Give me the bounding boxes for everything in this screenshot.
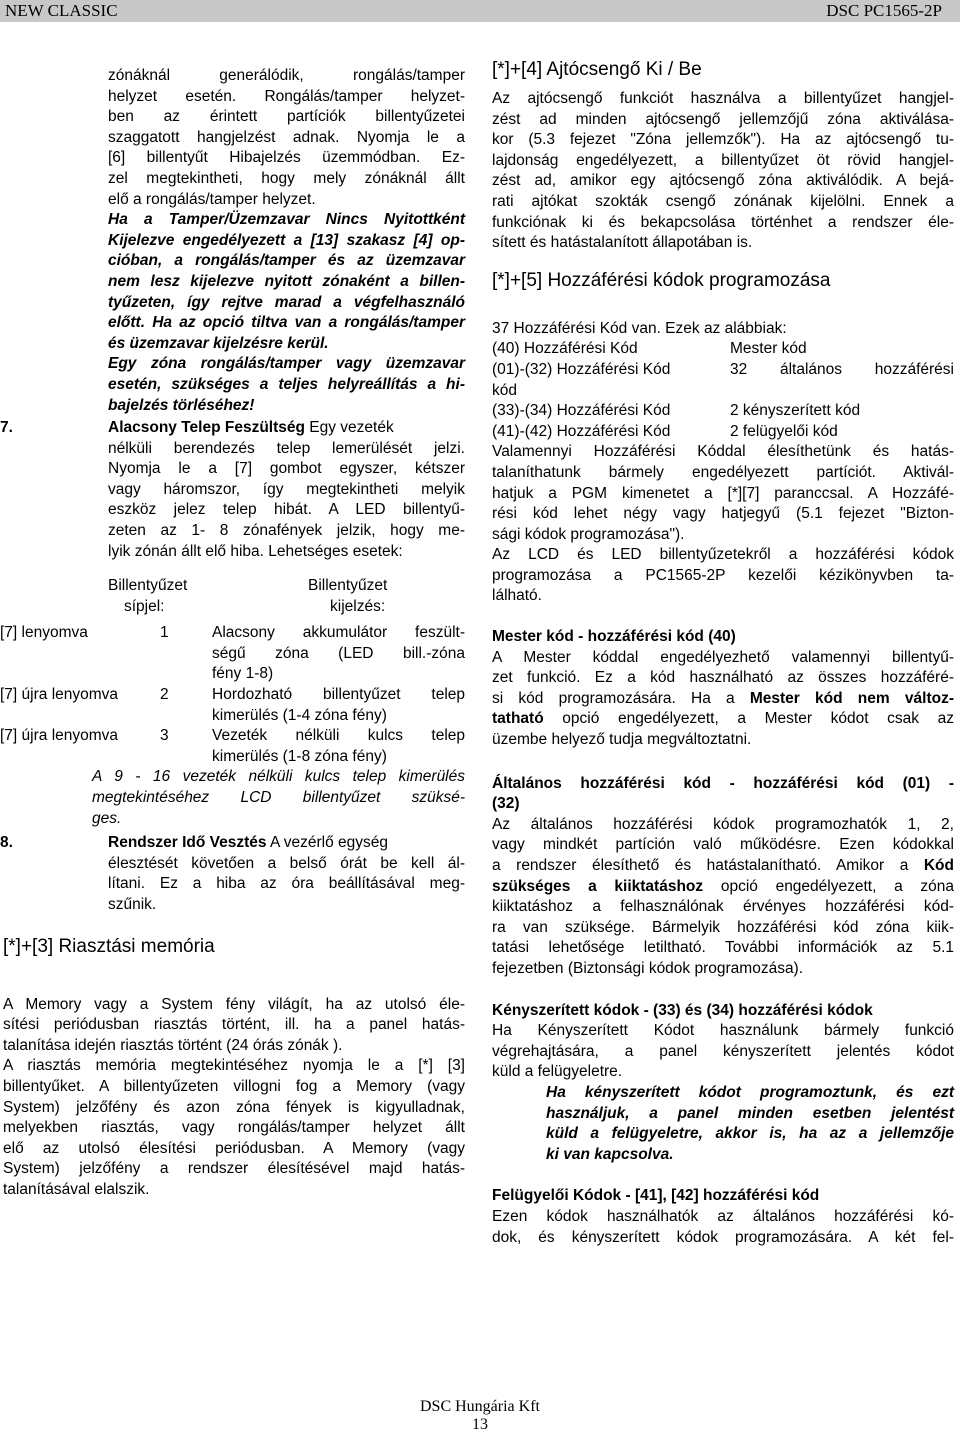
head-beep-2: sípjel: (124, 598, 165, 616)
intro-line: zel megtekintheti, hogy mely zónáknál állt (108, 169, 465, 187)
codes-body (492, 442, 954, 607)
note-line: és üzemzavar kijelzésre kerül. (108, 334, 329, 352)
row-beeps: 3 (160, 727, 169, 745)
chime-line: sített és hatástalanított állapotában is. (492, 234, 753, 252)
row-beeps: 2 (160, 686, 169, 704)
note-line: cióban, a rongálás/tamper és az üzemzavar (108, 252, 465, 270)
access-codes-heading: [*]+[5] Hozzáférési kódok programozása (492, 269, 831, 291)
intro-line: ben az érintett partíciók billentyűzetei (108, 108, 465, 126)
master-line (492, 709, 954, 730)
master-line: zet funkció. Ez a kód használható az összes hozzáféré- (492, 669, 954, 687)
note-line: tyűzeten, így rejtve marad a végfelhasználó (108, 293, 465, 311)
item-7-line: eszköz jelez telep hibát. A LED billentyű- (108, 501, 465, 519)
master-text: si kód programozására. Ha a (492, 689, 750, 707)
page-number: 13 (472, 1416, 488, 1433)
master-line: üzembe helyező tudja megváltoztatni. (492, 731, 752, 749)
codes-line: Az LCD és LED billentyűzetekről a hozzáférési kódok (492, 546, 954, 564)
item-7-line: lyik zónán állt elő hiba. Lehetséges esetek: (108, 542, 403, 560)
note-line: Ha a Tamper/Üzemzavar Nincs Nyitottként (108, 211, 465, 229)
alarm-memory-body (3, 995, 465, 1201)
row-desc (212, 623, 465, 685)
table-row (0, 726, 465, 767)
fob-note-line: megtekintéséhez LCD billentyűzet szüksé- (92, 789, 465, 806)
code-row (492, 339, 954, 360)
table-row (0, 685, 465, 726)
door-chime-body (492, 89, 954, 254)
row-desc (212, 685, 465, 726)
head-display-1: Billentyűzet (308, 577, 388, 595)
item-7-line: nélküli berendezés telep lemerülését jelzi. (108, 439, 465, 457)
item-7 (0, 418, 465, 562)
codes-line: programozása a PC1565-2P kezelői kézikönyvben ta- (492, 566, 954, 584)
code-desc: 2 felügyelői kód (730, 422, 838, 440)
right-column (492, 58, 954, 1248)
note-line: Kijelezve engedélyezett a [13] szakasz [4] op- (108, 231, 465, 249)
left-column (0, 66, 465, 1201)
supervisor-code-heading: Felügyelői Kódok - [41], [42] hozzáférési kód (492, 1187, 820, 1205)
master-line (492, 689, 954, 710)
duress-line: végrehajtására, a panel kényszerített jelentés kódot (492, 1042, 954, 1060)
fob-note-line: A 9 - 16 vezeték nélküli kulcs telep kimerülés (92, 768, 465, 786)
row-desc-line: kimerülés (1-4 zóna fény) (212, 706, 387, 724)
item-8-title: Rendszer Idő Vesztés (108, 834, 267, 852)
code-desc: 32 általános hozzáférési (730, 360, 954, 378)
item-8-line: szűnik. (108, 895, 157, 913)
row-desc-line: ségű zóna (LED bill.-zóna (212, 644, 465, 662)
codes-line: rési kód lehet négy vagy hatjegyű (5.1 fejezet "Bizton- (492, 505, 954, 523)
chime-line: zést ad, amikor egy ajtócsengő zóna aktiválódik. A bejá- (492, 172, 954, 190)
general-line: fejezetben (Biztonsági kódok programozása). (492, 959, 804, 977)
duress-note-line: használjuk, a panel minden esetben jelentést (546, 1104, 954, 1122)
general-code-heading: Általános hozzáférési kód - hozzáférési kód (01) - (492, 774, 954, 792)
note-line: bajelzés törléséhez! (108, 396, 255, 414)
header-left: NEW CLASSIC (5, 1, 118, 20)
head-display-2: kijelzés: (330, 598, 386, 616)
row-desc-line: fény 1-8) (212, 665, 274, 683)
page-header (0, 0, 960, 22)
alarm-memory-heading: [*]+[3] Riasztási memória (3, 935, 215, 957)
intro-line: elő a rongálás/tamper helyzet. (108, 190, 316, 208)
row-action: [7] újra lenyomva (0, 727, 119, 745)
codes-intro: 37 Hozzáférési Kód van. Ezek az alábbiak: (492, 319, 787, 337)
duress-note (546, 1083, 954, 1165)
general-option-name: Kód (923, 857, 954, 874)
item-8 (0, 833, 465, 915)
memory-line: A riasztás memória megtekintéséhez nyomja le a [*] [3] (3, 1057, 465, 1075)
row-beeps: 1 (160, 624, 169, 642)
code-desc: Mester kód (730, 340, 807, 358)
code-type: (41)-(42) Hozzáférési Kód (492, 422, 671, 440)
chime-line: Az ajtócsengő funkciót használva a billentyűzet hangjel- (492, 90, 954, 107)
intro-line: helyzet esetén. Rongálás/tamper helyzet- (108, 87, 465, 105)
memory-line: talanításával elalszik. (3, 1180, 150, 1198)
general-line: kiiktatáshoz a felhasználónak érvényes hozzáférési kód- (492, 898, 954, 916)
tamper-note (108, 210, 465, 416)
intro-line: szaggatott hangjelzést adnak. Nyomja le a (108, 128, 465, 146)
codes-line: lálható. (492, 587, 542, 605)
master-text: opció engedélyezett, a Mester kódot csak az (543, 710, 954, 728)
battery-table-head (0, 576, 465, 620)
general-line: tatási lehetősége letiltható. További információk az 5.1 (492, 939, 954, 957)
duress-code-body (492, 1021, 954, 1083)
master-code-body (492, 648, 954, 751)
row-desc-line: Vezeték nélküli kulcs telep (212, 727, 465, 745)
duress-note-line: ki van kapcsolva. (546, 1145, 674, 1163)
supervisor-line: dok, és kényszerített kódok programozására. A két fel- (492, 1228, 954, 1246)
duress-line: küld a felügyeletre. (492, 1063, 623, 1081)
master-option-name: tatható (492, 710, 544, 728)
chime-line: rati ajtókat szokták csengő zónának kijelölni. Ennek a (492, 192, 954, 210)
code-row (492, 381, 954, 402)
codes-line: talaníthatunk bármely engedélyezett partíciót. Aktivál- (492, 463, 954, 481)
master-option-name: Mester kód nem változ- (749, 689, 954, 707)
codes-line: sági kódok programozása"). (492, 525, 685, 543)
item-7-line: vagy háromszor, így megtekintheti melyik (108, 480, 465, 498)
general-line (492, 856, 954, 877)
item-7-title-rest: Egy vezeték (304, 419, 394, 437)
chime-line: zést ad minden ajtócsengő jellemzőjű zóna aktiválása- (492, 110, 954, 128)
note-line: nem lesz kijelezve nyitott zónaként a billen- (108, 272, 465, 290)
memory-line: talanítása idején riasztás történt (24 órás zónák ). (3, 1036, 343, 1054)
master-code-heading: Mester kód - hozzáférési kód (40) (492, 628, 736, 646)
general-line: Az általános hozzáférési kódok programozhatók 1, 2, (492, 815, 954, 833)
memory-line: elő az utolsó élesítési periódusban. A Memory (vagy (3, 1139, 465, 1157)
general-line: vagy mindkét partíción való működésre. Ezen kódokkal (492, 836, 954, 854)
row-action: [7] lenyomva (0, 624, 88, 642)
item-8-body (108, 854, 465, 916)
code-type: (01)-(32) Hozzáférési Kód (492, 360, 671, 378)
row-desc-line: kimerülés (1-8 zóna fény) (212, 747, 387, 765)
code-type: (40) Hozzáférési Kód (492, 340, 638, 358)
intro-block (108, 66, 465, 210)
code-row (492, 401, 954, 422)
note-line: Egy zóna rongálás/tamper vagy üzemzavar (108, 355, 465, 373)
fob-note (92, 767, 465, 829)
item-7-number: 7. (0, 419, 13, 437)
general-text: a rendszer élesíthető és hatástalanítható. Amikor a (492, 857, 924, 874)
row-action: [7] újra lenyomva (0, 686, 119, 704)
item-8-first-line (0, 833, 465, 854)
general-code-heading-cont: (32) (492, 795, 520, 813)
general-text: opció engedélyezett, a zóna (703, 877, 954, 895)
door-chime-heading: [*]+[4] Ajtócsengő Ki / Be (492, 59, 702, 80)
footer-company: DSC Hungária Kft (420, 1398, 540, 1415)
memory-line: System) jelzőfény a rendszer élesítésével majd hatás- (3, 1160, 465, 1178)
header-right: DSC PC1565-2P (826, 1, 942, 20)
item-8-number: 8. (0, 834, 13, 852)
codes-line: Valamennyi Hozzáférési Kóddal élesíthetünk és hatás- (492, 443, 954, 461)
item-8-line: élesztését követően a belső órát be kell ál- (108, 854, 465, 872)
table-row (0, 623, 465, 685)
code-list (492, 339, 954, 442)
item-7-body (108, 439, 465, 563)
memory-line: billentyűket. A billentyűzeten villogni fog a Memory (vagy (3, 1077, 465, 1095)
duress-line: Ha Kényszerített Kódot használunk bármely funkció (492, 1022, 954, 1040)
memory-line: sítési periódusban riasztás történt, ill. ha a panel hatás- (3, 1016, 465, 1034)
item-7-first-line (0, 418, 465, 439)
general-line: ra van szüksége. Bármelyik hozzáférési kód zóna kiik- (492, 918, 954, 936)
intro-line: zónáknál generálódik, rongálás/tamper (108, 67, 465, 84)
fob-note-line: ges. (92, 809, 122, 827)
item-8-title-rest: A vezérlő egység (266, 834, 389, 852)
head-beep-1: Billentyűzet (108, 577, 188, 595)
supervisor-line: Ezen kódok használhatók az általános hozzáférési kó- (492, 1207, 954, 1225)
row-desc-line: Alacsony akkumulátor feszült- (212, 624, 465, 642)
duress-code-heading: Kényszerített kódok - (33) és (34) hozzáférési kódok (492, 1001, 873, 1019)
memory-line: System) jelzőfény és azon zóna fények is kigyulladnak, (3, 1098, 465, 1116)
general-option-name: szükséges a kiiktatáshoz (492, 877, 704, 895)
note-line: előtt. Ha az opció tiltva van a rongálás/tamper (108, 314, 465, 332)
item-7-line: zeten az 1- 8 zónafények jelzik, hogy me- (108, 522, 465, 540)
item-8-line: lítani. Ez a hiba az óra beállításával meg- (108, 875, 465, 893)
chime-line: lajdonság engedélyezett, a billentyűzet öt rövid hangjel- (492, 151, 954, 169)
row-desc-line: Hordozható billentyűzet telep (212, 686, 465, 704)
duress-note-line: küld a felügyeletre, akkor is, ha az a jellemzője (546, 1125, 954, 1143)
master-line: A Mester kóddal engedélyezhető valamennyi billentyű- (492, 648, 954, 666)
chime-line: funkciónak ki és bekapcsolása történhet a rendszer éle- (492, 213, 954, 231)
general-line (492, 877, 954, 898)
code-desc: 2 kényszerített kód (730, 402, 861, 420)
code-row (492, 422, 954, 443)
item-7-title: Alacsony Telep Feszültség (108, 419, 305, 437)
note-line: esetén, szükséges a teljes helyreállítás a hi- (108, 375, 465, 393)
battery-table (0, 623, 465, 767)
row-desc (212, 726, 465, 767)
item-7-line: Nyomja le a [7] gombot egyszer, kétszer (108, 460, 465, 478)
codes-line: hatjuk a PGM kimenetet a [*][7] paranccsal. A Hozzáfé- (492, 484, 954, 502)
intro-line: [6] billentyűt Hibajelzés üzemmódban. Ez- (108, 149, 465, 167)
chime-line: kor (5.3 fejezet "Zóna jellemzők"). Ha az ajtócsengő tu- (492, 131, 954, 149)
supervisor-code-body (492, 1207, 954, 1248)
code-type: kód (492, 381, 517, 399)
general-code-body (492, 815, 954, 980)
memory-line: A Memory vagy a System fény világít, ha az utolsó éle- (3, 995, 465, 1013)
duress-note-line: Ha kényszerített kódot programoztunk, és ezt (546, 1083, 954, 1101)
code-type: (33)-(34) Hozzáférési Kód (492, 402, 671, 420)
memory-line: melyekben riasztás, vagy rongálás/tamper helyzet állt (3, 1119, 465, 1137)
code-row (492, 360, 954, 381)
